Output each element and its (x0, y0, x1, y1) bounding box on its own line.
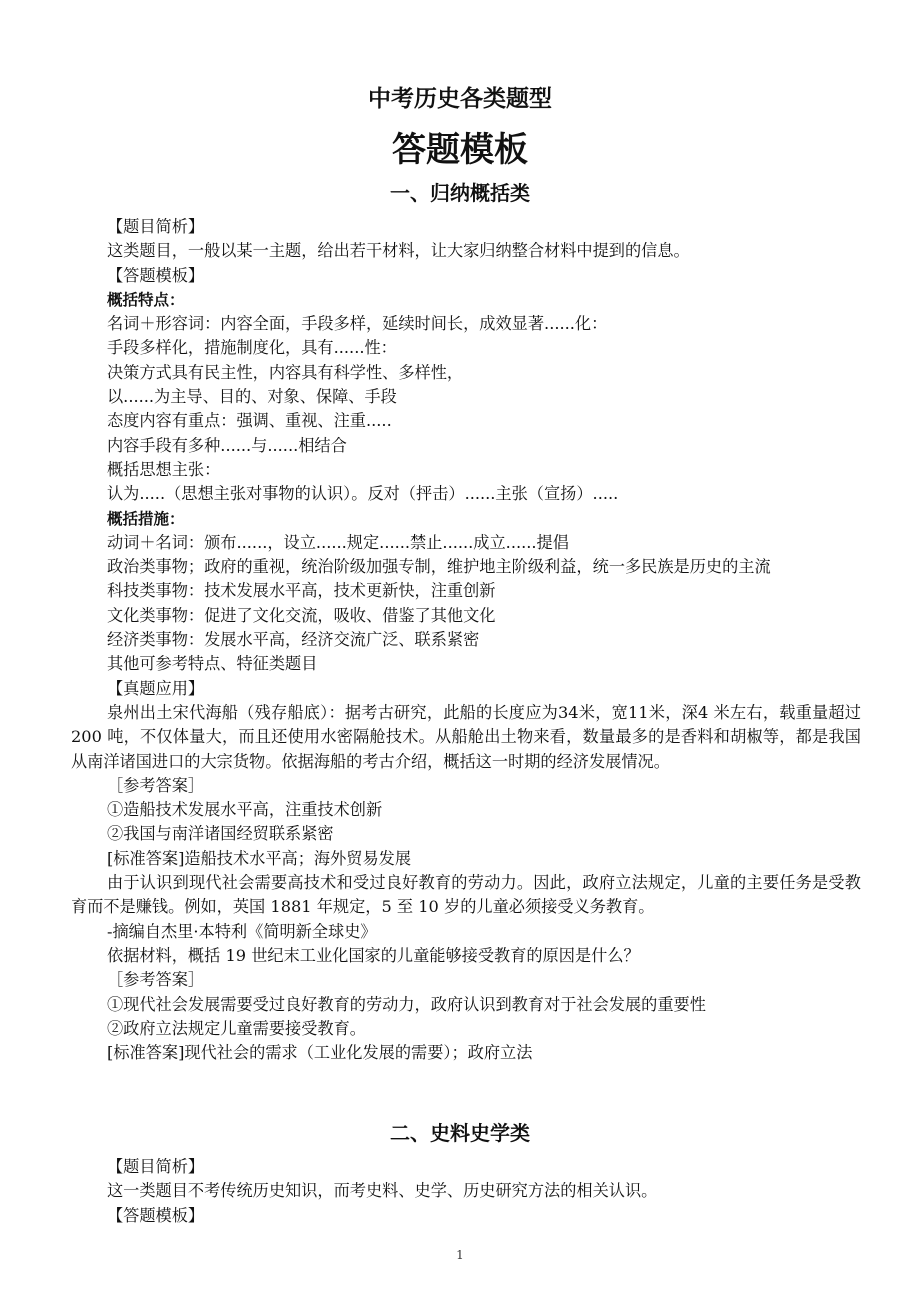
body-line: 名词＋形容词：内容全面，手段多样，延续时间长，成效显著......化： (107, 314, 608, 334)
body-line: ②我国与南洋诸国经贸联系紧密 (107, 824, 334, 844)
body-line: 这一类题目不考传统历史知识，而考史料、史学、历史研究方法的相关认识。 (107, 1181, 658, 1201)
body-paragraph: 由于认识到现代社会需要高技术和受过良好教育的劳动力。因此，政府立法规定，儿童的主要任务是受教育而不是赚钱。例如，英国 1881 年规定，5 至 10 岁的儿童必须接受义务教育。 (71, 873, 861, 917)
body-line: 经济类事物：发展水平高，经济交流广泛、联系紧密 (107, 630, 480, 650)
body-line: 认为.....（思想主张对事物的认识）。反对（抨击）......主张（宣扬）..... (107, 484, 619, 504)
document-subtitle: 答题模板 (392, 130, 528, 170)
body-line: 以......为主导、目的、对象、保障、手段 (107, 387, 397, 407)
body-line: 其他可参考特点、特征类题目 (107, 654, 318, 674)
section-heading-2: 二、史料史学类 (390, 1121, 530, 1145)
body-line: 概括思想主张： (107, 459, 221, 479)
document-title: 中考历史各类题型 (368, 86, 552, 112)
page-number: 1 (456, 1248, 464, 1262)
body-line: 【题目简析】 (107, 1157, 205, 1176)
body-line: [标准答案]造船技术水平高；海外贸易发展 (107, 848, 412, 868)
body-line: 依据材料，概括 19 世纪末工业化国家的儿童能够接受教育的原因是什么？ (107, 945, 640, 965)
body-line: 概括措施： (107, 509, 185, 528)
body-line: 科技类事物：技术发展水平高，技术更新快，注重创新 (107, 581, 496, 601)
body-line: 动词＋名词：颁布......，设立......规定......禁止......成立......提倡 (107, 532, 569, 552)
body-line: 手段多样化，措施制度化，具有......性： (107, 338, 397, 358)
body-line: 文化类事物：促进了文化交流，吸收、借鉴了其他文化 (107, 605, 496, 625)
body-line: 决策方式具有民主性，内容具有科学性、多样性， (107, 362, 464, 382)
body-line: 【题目简析】 (107, 217, 205, 236)
body-line: 概括特点： (107, 290, 185, 309)
body-line: 【答题模板】 (107, 265, 205, 285)
body-line: 这类题目，一般以某一主题，给出若干材料，让大家归纳整合材料中提到的信息。 (107, 241, 690, 261)
body-line: ①现代社会发展需要受过良好教育的劳动力，政府认识到教育对于社会发展的重要性 (107, 994, 706, 1014)
body-paragraph: 政治类事物；政府的重视，统治阶级加强专制，维护地主阶级利益，统一多民族是历史的主流 (107, 557, 771, 577)
body-line: 内容手段有多种......与......相结合 (107, 435, 347, 455)
body-paragraph: 泉州出土宋代海船（残存船底）：据考古研究，此船的长度应为34米，宽11米，深4 米左右，载重量超过 200 吨，不仅体量大，而且还使用水密隔舱技术。从船舱出土物来看，数量最多的是香料和胡椒等，都是我国从南洋诸国进口的大宗货物。依据海船的考古介绍，概括这一时期的经济发展情况。 (71, 702, 861, 771)
body-line: ①造船技术发展水平高，注重技术创新 (107, 800, 383, 820)
body-line: 态度内容有重点：强调、重视、注重..... (107, 411, 392, 431)
body-line: [标准答案]现代社会的需求（工业化发展的需要）；政府立法 (107, 1043, 533, 1063)
body-line: ［参考答案］ (107, 775, 205, 795)
section-heading-1: 一、归纳概括类 (390, 181, 530, 205)
body-line: -摘编自杰里·本特利《简明新全球史》 (107, 921, 377, 941)
section-body-1 (71, 215, 861, 1065)
section-body-2 (71, 1155, 861, 1228)
body-line: 【真题应用】 (107, 678, 205, 698)
body-line: ②政府立法规定儿童需要接受教育。 (107, 1018, 366, 1038)
body-line: 【答题模板】 (107, 1205, 205, 1225)
body-line: ［参考答案］ (107, 970, 205, 990)
